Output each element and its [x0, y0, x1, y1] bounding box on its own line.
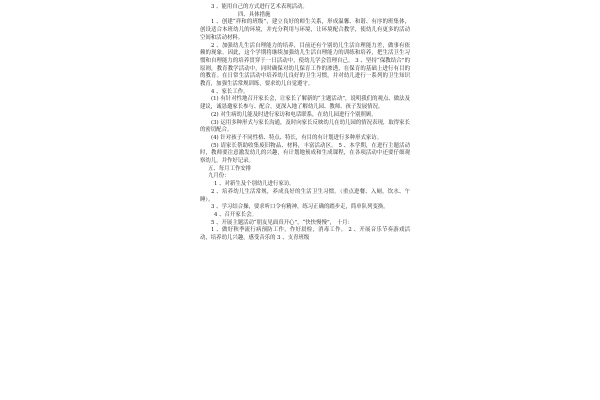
paragraph: (2) 对生病幼儿能及时进行家访和电话联系，在幼儿园进行个别照顾。 [211, 111, 377, 118]
list-item: 4 、召开家长会。 [214, 211, 257, 218]
list-item: 1 、对新生及个别幼儿进行家访。 [214, 181, 295, 188]
list-item: 2 、培养幼儿生活常规，养成良好的生活卫生习惯。（重点进餐、入厕，饮水、午睡）。 [200, 188, 410, 203]
paragraph: 2 、加强幼儿生活自理能力的培养，目前还有个别幼儿生活自理能力差，做事有依赖的现象。因此，这个学期将继续加强幼儿生活自理能力的训练和培养，把生活卫生习惯和自理能力的培养贯穿于一日活动中，使幼儿学会管理自己。 3 、坚持“保教结合”的原则，教育教学活动中，同时确保对幼儿保育工作的渗透，在保育的基础上进行有目的的教育。在日常生活活动中培养幼儿良好的卫生习惯，并对幼儿进行一系列的卫生知识教育，加强生活常规训练，要求幼儿自觉遵守。 [200, 42, 410, 88]
paragraph: 3 、能用自己的方式进行艺术表现活动。 [211, 4, 308, 10]
paragraph: (4) 针对孩子不同性格、特点、特长，有目的有计划进行多种形式家访。 [211, 134, 383, 141]
paragraph: 1 、创建“祥和的班级”，建立良好的师生关系，形成温馨、和谐、有序的班集体，创设适合本班幼儿的环境，并充分利用与环境，让环境配合教学，使幼儿有更多的活动空间和活动材料。 [200, 19, 410, 41]
month-heading: 九月份： [208, 173, 230, 180]
paragraph: (5) 请家长帮助收集废旧物品、材料，丰富活动区。 5 、本学期，在进行主题活动时，教师要注意激发幼儿的兴趣，有计划地预成和生成课程，在各项活动中还要仔细观察幼儿，并作好记录。 [200, 142, 410, 165]
section-heading: 五、每月工作安排 [208, 165, 252, 172]
paragraph: 4 、家长工作。 [211, 88, 249, 95]
document-page [200, 4, 410, 243]
list-item: 5 、开展主题活动“朋友见面真开心”，“快快慢慢”， 十月： [211, 219, 353, 226]
list-item: 3 、学习结合操，要求听口令有精神，练习正确的踏步走，简单队列变换。 [211, 204, 389, 211]
section-heading: 四、具体措施 [238, 11, 271, 18]
paragraph: (3) 运用多种形式与家长沟通，及时向家长反映幼儿在幼儿园的情况表现，取得家长的密切配合。 [200, 119, 410, 134]
list-item: 1 、做好秋季流行病预防工作，作好晨检，消毒工作。 2 、开展音乐节奏游戏活动，培养幼儿兴趣，感受音乐的 3 、支青班级 [200, 227, 410, 242]
paragraph: (1) 有针对性地召开家长会，让家长了解新的“主题活动”，说明我们的观点、做法及建议，诚恳邀家长参与、配合，更深入地了解幼儿园、教师、孩子发展情况。 [200, 96, 410, 111]
